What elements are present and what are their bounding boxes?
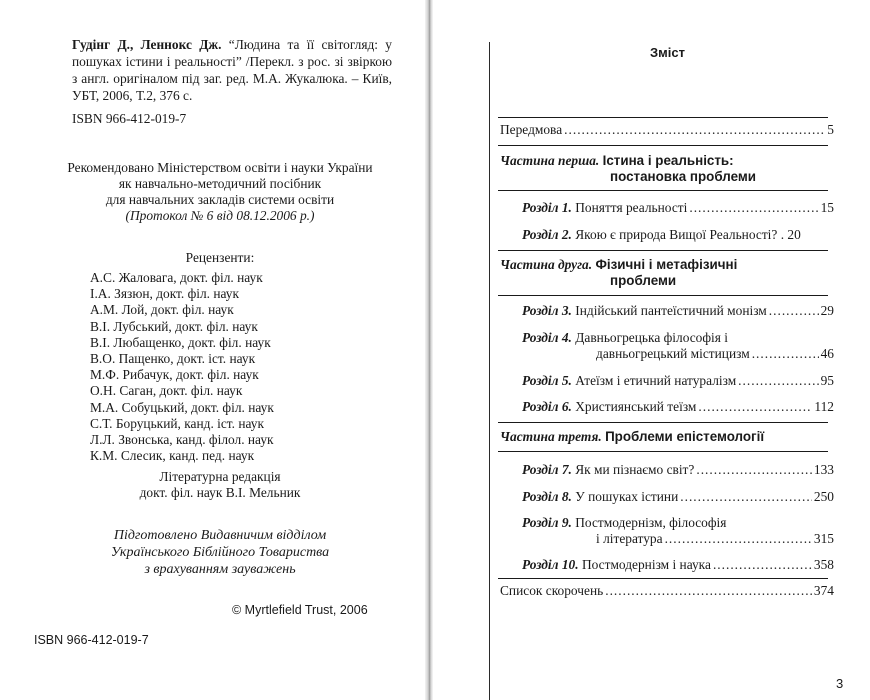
prepared-line: з врахуванням зауважень bbox=[144, 562, 296, 577]
chapter-title: Як ми пізнаємо світ? bbox=[575, 462, 695, 477]
recommended-line: Рекомендовано Міністерством освіти і науки України bbox=[67, 160, 373, 175]
chapter-title: Християнський теїзм bbox=[575, 399, 697, 414]
separator-line bbox=[498, 117, 828, 118]
chapter-label: Розділ 9. bbox=[522, 515, 572, 530]
toc-entry-chapter-8[interactable] bbox=[522, 489, 834, 505]
leader-dots bbox=[696, 462, 812, 478]
prepared-line: Українського Біблійного Товариства bbox=[110, 545, 330, 560]
toc-page-number: 133 bbox=[813, 462, 834, 477]
part-label: Частина друга. bbox=[500, 257, 593, 272]
reviewer: К.М. Слесик, канд. пед. наук bbox=[90, 448, 255, 464]
leader-dots bbox=[769, 303, 819, 319]
toc-page-number: 95 bbox=[820, 373, 834, 388]
toc-title: Зміст bbox=[650, 45, 685, 60]
toc-entry-chapter-2[interactable] bbox=[522, 227, 834, 243]
chapter-title: Постмодернізм і наука bbox=[581, 557, 711, 572]
separator-line bbox=[498, 422, 828, 423]
chapter-label: Розділ 10. bbox=[522, 557, 579, 572]
toc-entry-chapter-7[interactable] bbox=[522, 462, 834, 478]
reviewer: І.А. Зязюн, докт. філ. наук bbox=[90, 286, 239, 302]
chapter-title: Поняття реальності bbox=[575, 200, 688, 215]
chapter-label: Розділ 3. bbox=[522, 303, 572, 318]
page-number: 3 bbox=[836, 676, 844, 691]
chapter-label: Розділ 4. bbox=[522, 330, 572, 345]
leader-dots bbox=[564, 122, 825, 138]
toc-page-number: 358 bbox=[813, 557, 834, 572]
leader-dots bbox=[698, 399, 812, 415]
reviewer: О.Н. Саган, докт. філ. наук bbox=[90, 383, 243, 399]
separator-line bbox=[498, 295, 828, 296]
reviewer: А.М. Лой, докт. філ. наук bbox=[90, 302, 234, 318]
recommended-line: як навчально-методичний посібник bbox=[118, 176, 322, 191]
reviewer: В.І. Лубський, докт. філ. наук bbox=[90, 318, 258, 334]
copyright: © Myrtlefield Trust, 2006 bbox=[232, 603, 368, 617]
leader-dots bbox=[665, 531, 812, 547]
reviewer: А.С. Жаловага, докт. філ. наук bbox=[90, 270, 263, 285]
bibliographic-text: “Людина та її світогляд: у пошуках істини і реальності” /Перекл. з рос. зі звіркою з англ. оригіналом під заг. ред. М.А. Жукалюка. – Київ, УБТ, 2006, Т.2, 376 с. bbox=[72, 37, 393, 103]
chapter-label: Розділ 2. bbox=[522, 227, 572, 242]
chapter-label: Розділ 5. bbox=[522, 373, 572, 388]
separator-line bbox=[498, 250, 828, 251]
chapter-title: Атеїзм і етичний натуралізм bbox=[575, 373, 737, 388]
chapter-title: Постмодернізм, філософія bbox=[575, 515, 727, 530]
chapter-title-cont: давньогрецький містицизм bbox=[596, 346, 750, 361]
literary-editing-title: Літературна редакція bbox=[159, 469, 281, 484]
toc-page-number: . 20 bbox=[780, 227, 801, 242]
reviewer: М.А. Собуцький, докт. філ. наук bbox=[90, 399, 274, 415]
left-page bbox=[0, 0, 420, 700]
isbn-bottom: ISBN 966-412-019-7 bbox=[34, 633, 149, 647]
part-title: Проблеми епістемології bbox=[605, 429, 765, 444]
reviewer: С.Т. Боруцький, канд. іст. наук bbox=[90, 415, 264, 431]
reviewer: В.І. Любащенко, докт. філ. наук bbox=[90, 334, 271, 350]
reviewers-list bbox=[90, 270, 274, 464]
toc-entry-preface[interactable] bbox=[500, 122, 834, 138]
part-title: Істина і реальність: bbox=[602, 153, 734, 168]
toc-page-number: 46 bbox=[820, 346, 834, 361]
prepared-line: Підготовлено Видавничим відділом bbox=[113, 528, 327, 543]
toc-entry-chapter-5[interactable] bbox=[522, 373, 834, 389]
bibliographic-record bbox=[72, 36, 392, 104]
toc-part-3 bbox=[500, 428, 764, 445]
chapter-title: У пошуках істини bbox=[575, 489, 679, 504]
chapter-label: Розділ 7. bbox=[522, 462, 572, 477]
reviewer: В.О. Пащенко, докт. іст. наук bbox=[90, 351, 256, 367]
toc-page-number: 29 bbox=[820, 303, 834, 318]
toc-entry-label: Передмова bbox=[500, 122, 563, 137]
leader-dots bbox=[752, 346, 819, 362]
separator-line bbox=[498, 145, 828, 146]
prepared-by bbox=[20, 527, 420, 578]
toc-entry-chapter-6[interactable] bbox=[522, 399, 834, 415]
separator-line bbox=[498, 451, 828, 452]
toc-entry-chapter-4-cont[interactable] bbox=[596, 346, 834, 362]
literary-editor: докт. філ. наук В.І. Мельник bbox=[139, 485, 301, 500]
chapter-label: Розділ 1. bbox=[522, 200, 572, 215]
chapter-title: Індійський пантеїстичний монізм bbox=[575, 303, 767, 318]
toc-entry-chapter-9-cont[interactable] bbox=[596, 531, 834, 547]
leader-dots bbox=[689, 200, 818, 216]
part-title-cont: проблеми bbox=[610, 273, 677, 288]
toc-entry-chapter-3[interactable] bbox=[522, 303, 834, 319]
chapter-title-cont: і література bbox=[596, 531, 663, 546]
toc-entry-abbreviations[interactable] bbox=[500, 583, 834, 599]
recommendation-block bbox=[20, 160, 420, 224]
separator-line bbox=[498, 578, 828, 579]
toc-page-number: 315 bbox=[813, 531, 834, 546]
toc-page-number: 5 bbox=[827, 122, 834, 137]
chapter-title: Давньогрецька філософія і bbox=[575, 330, 728, 345]
isbn-top: ISBN 966-412-019-7 bbox=[72, 111, 187, 126]
leader-dots bbox=[680, 489, 812, 505]
leader-dots bbox=[713, 557, 812, 573]
reviewer: М.Ф. Рибачук, докт. філ. наук bbox=[90, 367, 259, 383]
protocol: (Протокол № 6 від 08.12.2006 р.) bbox=[125, 208, 315, 223]
chapter-label: Розділ 6. bbox=[522, 399, 572, 414]
toc-part-2 bbox=[500, 256, 737, 273]
toc-page-number: 250 bbox=[813, 489, 834, 504]
part-title: Фізичні і метафізичні bbox=[595, 257, 738, 272]
toc-entry-chapter-9[interactable] bbox=[522, 515, 834, 531]
literary-editing bbox=[20, 469, 420, 501]
reviewers-title: Рецензенти: bbox=[185, 250, 255, 265]
recommended-line: для навчальних закладів системи освіти bbox=[105, 192, 335, 207]
toc-entry-chapter-10[interactable] bbox=[522, 557, 834, 573]
toc-part-1 bbox=[500, 152, 734, 169]
toc-entry-label: Список скорочень bbox=[500, 583, 604, 598]
chapter-title: Якою є природа Вищої Реальності? bbox=[575, 227, 778, 242]
authors: Гудінг Д., Леннокс Дж. bbox=[72, 37, 222, 52]
chapter-label: Розділ 8. bbox=[522, 489, 572, 504]
leader-dots bbox=[738, 373, 818, 389]
toc-page-number: 112 bbox=[814, 399, 834, 414]
toc-page-number: 374 bbox=[813, 583, 834, 598]
part-label: Частина третя. bbox=[500, 429, 602, 444]
right-page bbox=[490, 0, 870, 700]
toc-entry-chapter-4[interactable] bbox=[522, 330, 834, 346]
toc-entry-chapter-1[interactable] bbox=[522, 200, 834, 216]
book-gutter bbox=[425, 0, 433, 700]
separator-line bbox=[498, 190, 828, 191]
reviewer: Л.Л. Звонська, канд. філол. наук bbox=[90, 432, 274, 448]
part-title-cont: постановка проблеми bbox=[610, 169, 757, 184]
leader-dots bbox=[605, 583, 812, 599]
toc-page-number: 15 bbox=[820, 200, 834, 215]
part-label: Частина перша. bbox=[500, 153, 600, 168]
